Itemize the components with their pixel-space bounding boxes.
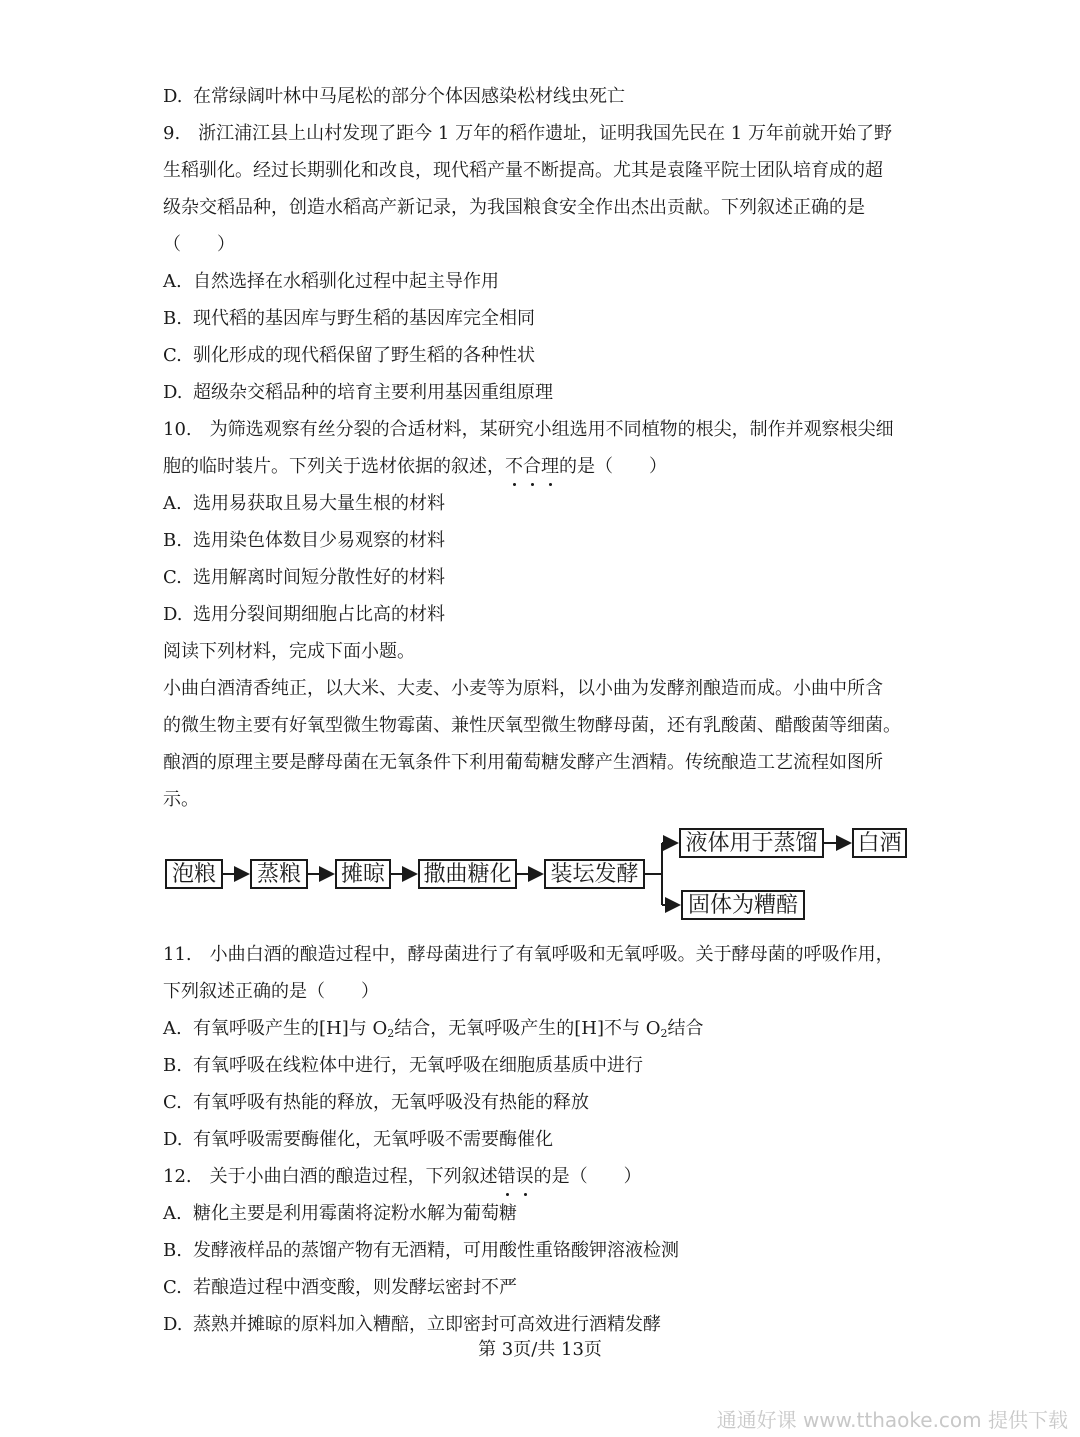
q10-stem-line-1: 10. 为筛选观察有丝分裂的合适材料，某研究小组选用不同植物的根尖，制作并观察根尖细	[163, 419, 894, 440]
q11-stem-line-1: 11. 小曲白酒的酿造过程中，酵母菌进行了有氧呼吸和无氧呼吸。关于酵母菌的呼吸作用，	[163, 944, 894, 965]
q9-option-a: A. 自然选择在水稻驯化过程中起主导作用	[163, 271, 499, 292]
flow-step-ferment: 装坛发酵	[544, 859, 645, 889]
q11-stem-line-2: 下列叙述正确的是（ ）	[163, 981, 379, 1002]
flow-step-cool: 摊晾	[335, 859, 391, 889]
q12-option-a: A. 糖化主要是利用霉菌将淀粉水解为葡萄糖	[163, 1203, 517, 1224]
q10-stem-line-2: 胞的临时装片。下列关于选材依据的叙述，不合理的是（ ）	[163, 456, 667, 477]
q11-option-c: C. 有氧呼吸有热能的释放，无氧呼吸没有热能的释放	[163, 1092, 589, 1113]
emphasis-char: 理	[541, 456, 559, 477]
flow-step-steam: 蒸粮	[250, 859, 308, 889]
flow-step-soak: 泡粮	[165, 859, 223, 889]
flow-final-liquor: 白酒	[852, 828, 907, 858]
flow-branch-liquid: 液体用于蒸馏	[679, 828, 824, 858]
reading-line-2: 的微生物主要有好氧型微生物霉菌、兼性厌氧型微生物酵母菌，还有乳酸菌、醋酸菌等细菌。	[163, 715, 901, 736]
page-number-footer: 第 3页/共 13页	[478, 1339, 602, 1360]
q11-option-b: B. 有氧呼吸在线粒体中进行，无氧呼吸在细胞质基质中进行	[163, 1055, 643, 1076]
q12-option-c: C. 若酿造过程中酒变酸，则发酵坛密封不严	[163, 1277, 517, 1298]
q10-option-c: C. 选用解离时间短分散性好的材料	[163, 567, 445, 588]
reading-line-3: 酿酒的原理主要是酵母菌在无氧条件下利用葡萄糖发酵产生酒精。传统酿造工艺流程如图所	[163, 752, 883, 773]
q9-option-c: C. 驯化形成的现代稻保留了野生稻的各种性状	[163, 345, 535, 366]
q12-option-b: B. 发酵液样品的蒸馏产物有无酒精，可用酸性重铬酸钾溶液检测	[163, 1240, 679, 1261]
emphasis-char: 合	[523, 456, 541, 477]
flow-branch-solid: 固体为糟醅	[681, 890, 805, 920]
flow-step-saccharify: 撒曲糖化	[418, 859, 517, 889]
watermark: 通通好课 www.tthaoke.com 提供下载	[716, 1408, 1068, 1432]
reading-intro: 阅读下列材料，完成下面小题。	[163, 641, 415, 662]
q9-option-d: D. 超级杂交稻品种的培育主要利用基因重组原理	[163, 382, 553, 403]
q9-option-b: B. 现代稻的基因库与野生稻的基因库完全相同	[163, 308, 535, 329]
emphasis-char: 误	[515, 1166, 534, 1187]
q9-stem-line-2: 生稻驯化。经过长期驯化和改良，现代稻产量不断提高。尤其是袁隆平院士团队培育成的超	[163, 160, 883, 181]
reading-line-4: 示。	[163, 789, 199, 810]
q10-option-b: B. 选用染色体数目少易观察的材料	[163, 530, 445, 551]
q8-option-d: D. 在常绿阔叶林中马尾松的部分个体因感染松材线虫死亡	[163, 86, 625, 107]
q9-stem-line-1: 9. 浙江浦江县上山村发现了距今 1 万年的稻作遗址，证明我国先民在 1 万年前就开始了野	[163, 123, 892, 144]
q10-option-a: A. 选用易获取且易大量生根的材料	[163, 493, 445, 514]
q11-option-a: A. 有氧呼吸产生的[H]与 $O_2$结合，无氧呼吸产生的[H]不与 $O_2$结合	[163, 1018, 704, 1040]
q11-option-d: D. 有氧呼吸需要酶催化，无氧呼吸不需要酶催化	[163, 1129, 553, 1150]
emphasis-char: 不	[505, 456, 523, 477]
q9-stem-line-3: 级杂交稻品种，创造水稻高产新记录，为我国粮食安全作出杰出贡献。下列叙述正确的是	[163, 197, 865, 218]
q10-option-d: D. 选用分裂间期细胞占比高的材料	[163, 604, 445, 625]
reading-line-1: 小曲白酒清香纯正，以大米、大麦、小麦等为原料，以小曲为发酵剂酿造而成。小曲中所含	[163, 678, 883, 699]
q9-answer-bracket: （ ）	[163, 234, 235, 255]
q12-stem: 12. 关于小曲白酒的酿造过程，下列叙述错误的是（ ）	[163, 1166, 642, 1187]
emphasis-char: 错	[497, 1166, 516, 1187]
q12-option-d: D. 蒸熟并摊晾的原料加入糟醅，立即密封可高效进行酒精发酵	[163, 1314, 661, 1335]
